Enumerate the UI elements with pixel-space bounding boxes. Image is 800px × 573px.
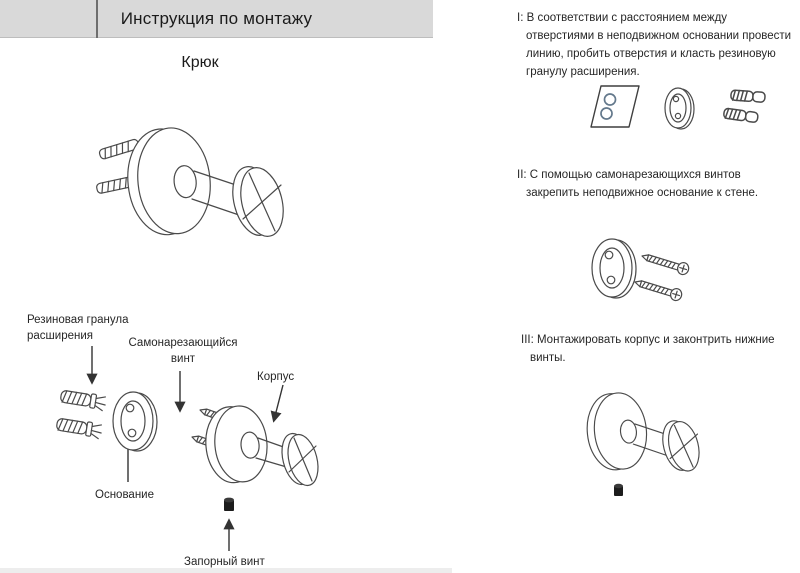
product-name: Крюк: [181, 54, 219, 71]
exploded-view-drawing: [40, 340, 340, 560]
assembled-hook-small: [584, 390, 704, 474]
wall-plug-icon: [56, 417, 103, 439]
base-ring-icon: [113, 392, 157, 451]
page-title: Инструкция по монтажу: [0, 0, 433, 38]
step-3-diagram: [578, 384, 743, 509]
hook-end-disc: [658, 418, 704, 475]
hook-end-disc: [277, 430, 323, 488]
assembled-hook-drawing: [72, 103, 302, 258]
hook-body-disc: [584, 390, 651, 472]
header-divider-tick: [96, 0, 98, 38]
hook-end-disc: [226, 162, 290, 241]
arrow-to-body: [274, 385, 283, 420]
page-bottom-edge: [0, 568, 452, 573]
label-expansion-plug: Резиновая гранула расширения: [27, 314, 129, 342]
step-2-text: II: С помощью самонарезающихся винтов закрепить неподвижное основание к стене.: [517, 169, 759, 199]
step-3-text: III: Монтажировать корпус и законтрить нижние винты.: [521, 334, 775, 364]
step-2-diagram: [580, 226, 730, 321]
base-ring-icon: [665, 88, 694, 129]
wall-plug-icon: [731, 90, 766, 102]
set-screw-icon: [614, 484, 623, 496]
step-1-text: I: В соответствии с расстоянием между отверстиями в неподвижном основании провести линию, пробить отверстия и класть резиновую гранулу расширения.: [517, 12, 792, 78]
wall-plug-icon: [60, 389, 107, 411]
set-screw-icon: [224, 498, 234, 511]
step-1-diagram: [583, 80, 793, 145]
screw-icon: [640, 250, 690, 276]
wall-template-icon: [591, 86, 639, 127]
label-base: Основание: [95, 489, 154, 501]
label-body: Корпус: [257, 371, 295, 383]
screw-icon: [633, 276, 683, 302]
base-ring-icon: [592, 239, 636, 298]
label-self-tapping-screw: Самонарезающийся винт: [128, 337, 238, 365]
label-locking-screw: Запорный винт: [184, 556, 265, 568]
wall-plug-icon: [723, 108, 758, 123]
